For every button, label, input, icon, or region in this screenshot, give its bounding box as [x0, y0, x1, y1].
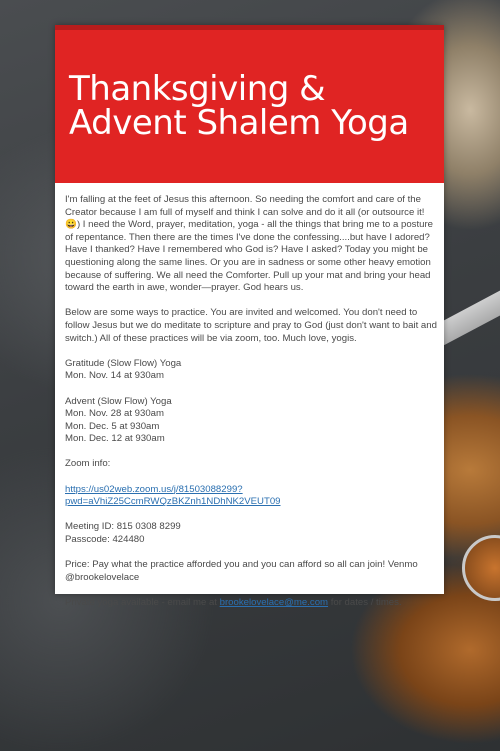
background-spoon: [462, 535, 500, 601]
meeting-id: Meeting ID: 815 0308 8299: [65, 521, 181, 533]
zoom-link-line: [65, 484, 437, 509]
gratitude-title: Gratitude (Slow Flow) Yoga: [65, 357, 182, 369]
practice-paragraph: Below are some ways to practice. You are invited and welcomed. You don't need to follow Jesus but we do meditate to scripture and pray to God (just don't want to bait and switch.) All of these practices will be via zoom, too. Much love, yogis.: [65, 307, 437, 344]
gratitude-date: Mon. Nov. 14 at 930am: [65, 370, 165, 382]
private-prefix: Private yoga available - email me at: [65, 597, 220, 608]
flyer-header: [55, 25, 444, 183]
title-line-2: Advent Shalem Yoga: [69, 103, 409, 143]
advent-date: Mon. Dec. 5 at 930am: [65, 420, 160, 432]
gratitude-block: [65, 358, 437, 383]
price-paragraph: Price: Pay what the practice afforded you and you can afford so all can join! Venmo @brookelovelace: [65, 559, 418, 583]
private-suffix: for dates / times.: [328, 597, 402, 608]
advent-block: [65, 396, 437, 446]
page-title: [69, 69, 434, 143]
advent-date: Mon. Nov. 28 at 930am: [65, 408, 165, 420]
zoom-label: Zoom info:: [65, 458, 111, 470]
intro-paragraph: I'm falling at the feet of Jesus this afternoon. So needing the comfort and care of the Creator because I am full of myself and think I can solve and do it all (or outsource it!😀) I need the Word, prayer, meditation, yoga - all the things that bring me to a posture of repentance. Then there are the times I've done the confessing....but have I adored? Have I thanked? Have I remembered who God is? Have I asked? Today you might be questioning along the same lines. Or you are in sadness or some other heavy emotion because of suffering. We all need the Comforter. Pull up your mat and bring your head toward the earth in awe, wonder—prayer. God hears us.: [65, 194, 434, 294]
zoom-link[interactable]: https://us02web.zoom.us/j/81503088299?pwd=aVhiZ25CcmRWQzBKZnh1NDhNK2VEUT09: [65, 483, 281, 508]
advent-title: Advent (Slow Flow) Yoga: [65, 395, 172, 407]
passcode: Passcode: 424480: [65, 534, 145, 546]
advent-date: Mon. Dec. 12 at 930am: [65, 433, 165, 445]
email-link[interactable]: brookelovelace@me.com: [219, 597, 329, 608]
flyer-card: [55, 25, 444, 608]
title-line-1: Thanksgiving &: [69, 69, 326, 109]
private-yoga-paragraph: [65, 597, 437, 610]
flyer-body: [65, 194, 437, 622]
meeting-info: [65, 521, 437, 546]
